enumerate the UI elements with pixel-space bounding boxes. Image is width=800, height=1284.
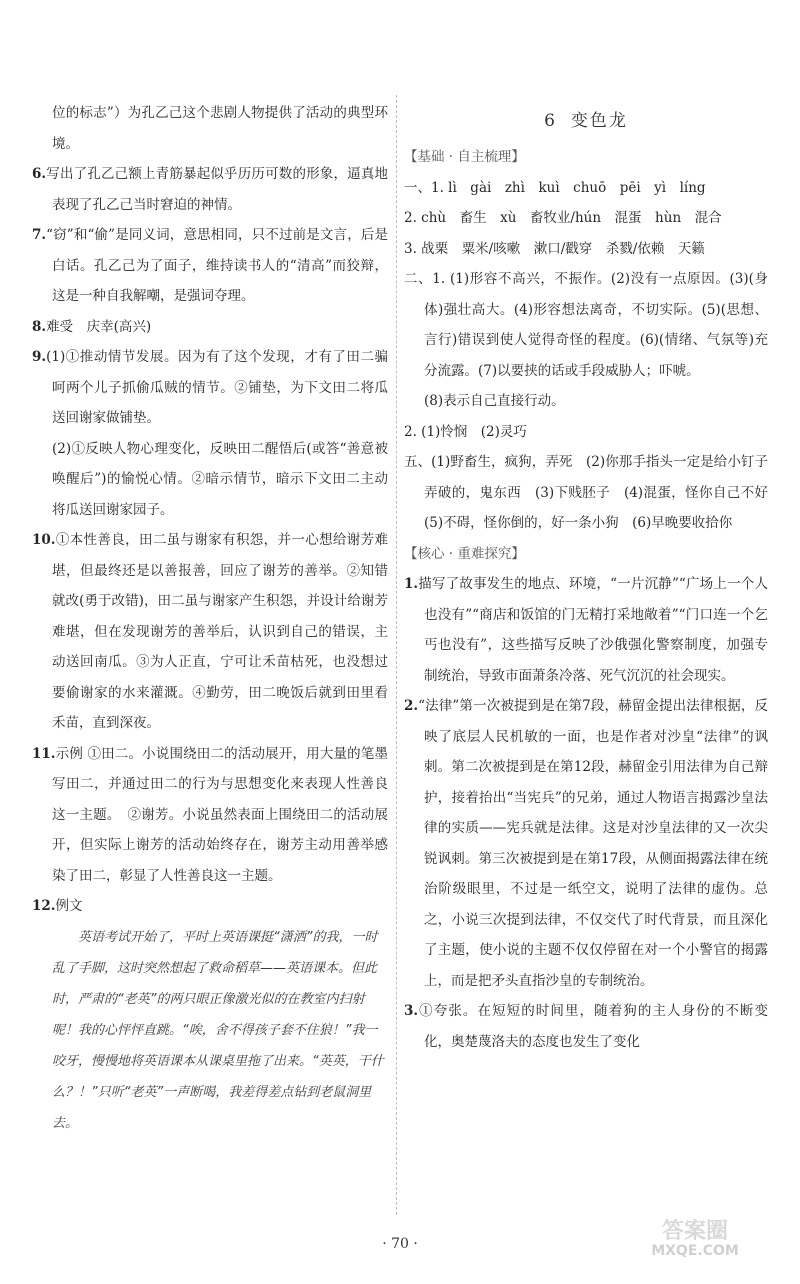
- answer-item: [32, 525, 388, 739]
- basic-item: 2. (1)怜悯 (2)灵巧: [404, 423, 527, 440]
- right-column: [404, 98, 782, 1057]
- handwritten-essay: 英语考试开始了，平时上英语课挺“潇洒”的我，一时乱了手脚，这时突然想起了救命稻草——英语课本。但此时，严肃的“老英”的两只眼正像激光似的在教室内扫射呢！我的心怦怦直跳。“唉，舍不得孩子套不住狼！”我一咬牙，慢慢地将英语课本从课桌里拖了出来。“英英，干什么？！”只听“老英”一声断喝，我差得差点钻到老鼠洞里去。: [52, 929, 384, 1131]
- watermark-line2: MXQE.COM: [651, 1243, 739, 1258]
- answer-number: 11.: [32, 745, 56, 762]
- answer-text: 写出了孔乙己额上青筋暴起似乎历历可数的形象，逼真地表现了孔乙己当时窘迫的神情。: [46, 166, 388, 213]
- answer-item: [32, 159, 388, 220]
- answer-text: 例文: [55, 898, 83, 914]
- answer-item: [32, 98, 388, 159]
- answer-text: 位的标志”）为孔乙己这个悲剧人物提供了活动的典型环境。: [52, 105, 388, 152]
- basic-item: 一、1. lì gài zhì kuì chuō pēi yì líng: [404, 179, 706, 196]
- basic-header: 【基础 · 自主梳理】: [404, 149, 525, 165]
- answer-item: [32, 220, 388, 312]
- basic-item: 2. chù 畜生 xù 畜牧业/hún 混蛋 hùn 混合: [404, 210, 722, 226]
- section-title: [404, 106, 768, 136]
- answer-item: [32, 739, 388, 892]
- core-item: [404, 691, 768, 996]
- answer-number: 9.: [32, 349, 47, 365]
- answer-text: 示例 ①田二。小说围绕田二的活动展开，用大量的笔墨写田二，并通过田二的行为与思想变化来表现人性善良这一主题。 ②谢芳。小说虽然表面上围绕田二的活动展开，但实际上谢芳的活动始终存在，谢芳主动用善举感染了田二，彰显了人性善良这一主题。: [52, 745, 388, 884]
- answer-number: 12.: [32, 898, 56, 914]
- answer-item: [32, 312, 388, 343]
- core-number: 1.: [404, 576, 419, 592]
- column-divider: [396, 95, 397, 1215]
- core-number: 2.: [404, 698, 419, 714]
- core-text: ①夸张。在短短的时间里，随着狗的主人身份的不断变化，奥楚蔑洛夫的态度也发生了变化: [418, 1003, 768, 1050]
- basic-item: (8)表示自己直接行动。: [424, 393, 565, 409]
- answer-text: ①本性善良，田二虽与谢家有积怨，并一心想给谢芳难堪，但最终还是以善报善，回应了谢芳的善举。②知错就改(勇于改错)，田二虽与谢家产生积怨，并设计给谢芳难堪，但在发现谢芳的善举后，认识到自己的错误，主动送回南瓜。③为人正直，宁可让禾苗枯死，也没想过要偷谢家的水来灌溉。④勤劳，田二晚饭后就到田里看禾苗，直到深夜。: [52, 532, 388, 731]
- left-column: [32, 98, 388, 1139]
- answer-text: (2)①反映人物心理变化，反映田二醒悟后(或答“善意被唤醒后”)的愉悦心情。②暗示情节，暗示下文田二主动将瓜送回谢家园子。: [52, 440, 388, 518]
- section-number: 6: [544, 111, 557, 131]
- answer-text: (1)①推动情节发展。因为有了这个发现，才有了田二骗呵两个儿子抓偷瓜贼的情节。②铺垫，为下文田二将瓜送回谢家做铺垫。: [46, 349, 388, 426]
- answer-number: 10.: [32, 532, 56, 548]
- core-number: 3.: [404, 1003, 419, 1019]
- answer-number: 7.: [32, 227, 47, 243]
- core-header: 【核心 · 重难探究】: [404, 545, 525, 562]
- answer-number: 6.: [32, 166, 47, 182]
- basic-item: 五、(1)野畜生，疯狗，弄死 (2)你那手指头一定是给小钉子弄破的，鬼东西 (3)下贱胚子 (4)混蛋，怪你自己不好 (5)不碍，怪你倒的，好一条小狗 (6)早晚要收拾你: [404, 454, 782, 531]
- core-item: [404, 569, 768, 691]
- watermark-line1: 答案圈: [661, 1219, 729, 1244]
- answer-text: “窃”和“偷”是同义词，意思相同，只不过前是文言，后是白话。孔乙己为了面子，维持读书人的“清高”而狡辩，这是一种自我解嘲，是强词夺理。: [46, 227, 388, 304]
- section-title-text: 变色龙: [570, 111, 628, 131]
- core-text: 描写了故事发生的地点、环境，“一片沉静”“广场上一个人也没有”“商店和饭馆的门无精打采地敞着”“门口连一个乞丐也没有”，这些描写反映了沙俄强化警察制度，加强专制统治，导致市面萧条冷落、死气沉沉的社会现实。: [418, 576, 768, 684]
- basic-item: 3. 战栗 粟米/咳嗽 漱口/戳穿 杀戮/依赖 天籁: [404, 240, 705, 257]
- basic-item: 二、1. (1)形容不高兴，不振作。(2)没有一点原因。(3)(身体)强壮高大。(4)形容想法离奇，不切实际。(5)(思想、言行)错误到使人觉得奇怪的程度。(6)(情绪、气氛等)充分流露。(7)以要挟的话或手段威胁人；吓唬。: [404, 271, 768, 379]
- answer-number: 8.: [32, 318, 47, 335]
- watermark-logo: [610, 1214, 780, 1258]
- answer-text: 难受 庆幸(高兴): [46, 318, 152, 335]
- core-text: “法律”第一次被提到是在第7段，赫留金提出法律根据，反映了底层人民机敏的一面，也是作者对沙皇“法律”的讽刺。第二次被提到是在第12段，赫留金引用法律为自己辩护，接着抬出“当宪兵”的兄弟，通过人物语言揭露沙皇法律的实质——宪兵就是法律。这是对沙皇法律的又一次尖锐讽刺。第三次被提到是在第17段，从侧面揭露法律在统治阶级眼里，不过是一纸空文，说明了法律的虚伪。总之，小说三次提到法律，不仅交代了时代背景，而且深化了主题，使小说的主题不仅仅停留在对一个小警官的揭露上，而是把矛头直指沙皇的专制统治。: [418, 698, 768, 989]
- answer-item: [32, 342, 388, 434]
- answer-item: [32, 891, 388, 922]
- core-item: [404, 996, 768, 1057]
- answer-item: [32, 434, 388, 526]
- page-number: · 70 ·: [382, 1236, 418, 1252]
